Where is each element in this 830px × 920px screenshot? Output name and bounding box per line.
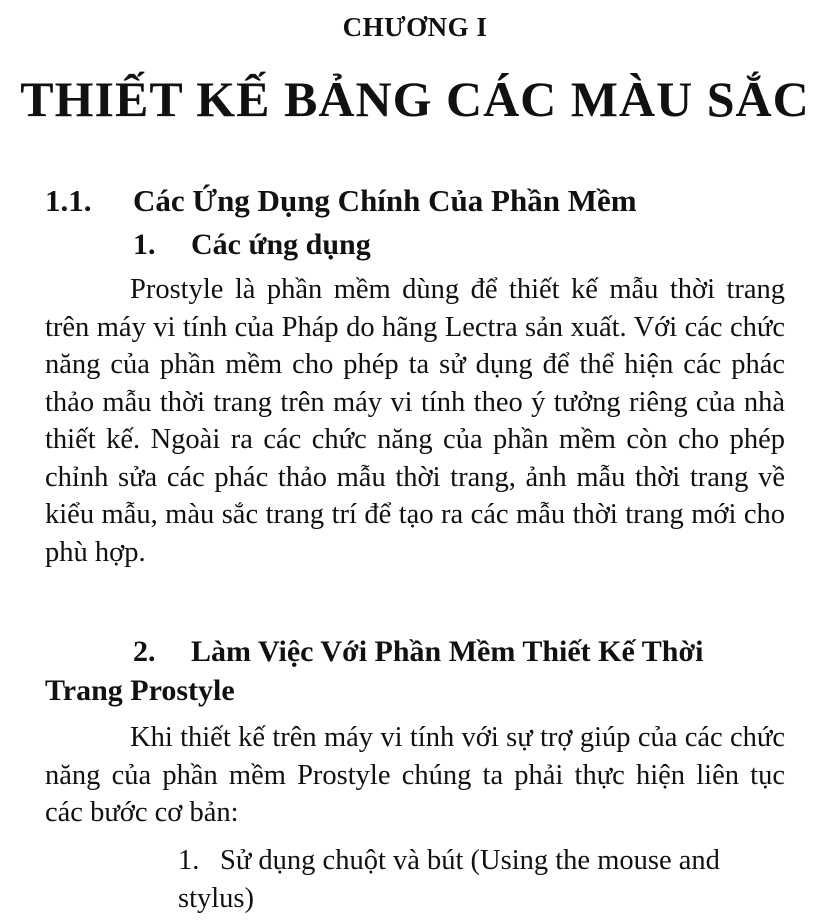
list-item-number: 1. [178,845,200,876]
subsection-1-heading [133,228,371,262]
section-title: Các Ứng Dụng Chính Của Phần Mềm [133,183,637,218]
chapter-label: CHƯƠNG I [342,12,488,42]
section-number: 1.1. [45,183,92,218]
section-heading [45,183,637,219]
chapter-title: THIẾT KẾ BẢNG CÁC MÀU SẮC [20,71,810,127]
list-item-text: Sử dụng chuột và bút (Using the mouse and stylus) [178,845,720,914]
list-item [178,842,788,917]
paragraph-2: Khi thiết kế trên máy vi tính với sự trợ giúp của các chức năng của phần mềm Prostyle chúng ta phải thực hiện liên tục các bước cơ bản: [45,722,785,828]
subsection-2-number: 2. [133,635,156,668]
subsection-2-title-line1: Làm Việc Với Phần Mềm Thiết Kế Thời [191,635,704,668]
paragraph-1: Prostyle là phần mềm dùng để thiết kế mẫu thời trang trên máy vi tính của Pháp do hãng Lectra sản xuất. Với các chức năng của phần mềm cho phép ta sử dụng để thể hiện các phác thảo mẫu thời trang trên máy vi tính theo ý tưởng riêng của nhà thiết kế. Ngoài ra các chức năng của phần mềm còn cho phép chỉnh sửa các phác thảo mẫu thời trang, ảnh mẫu thời trang về kiểu mẫu, màu sắc trang trí để tạo ra các mẫu thời trang mới cho phù hợp. [45,274,785,568]
subsection-1-number: 1. [133,228,156,261]
subsection-1-title: Các ứng dụng [191,228,371,261]
subsection-2-title-line2: Trang Prostyle [45,674,235,707]
subsection-2-heading [133,635,703,669]
